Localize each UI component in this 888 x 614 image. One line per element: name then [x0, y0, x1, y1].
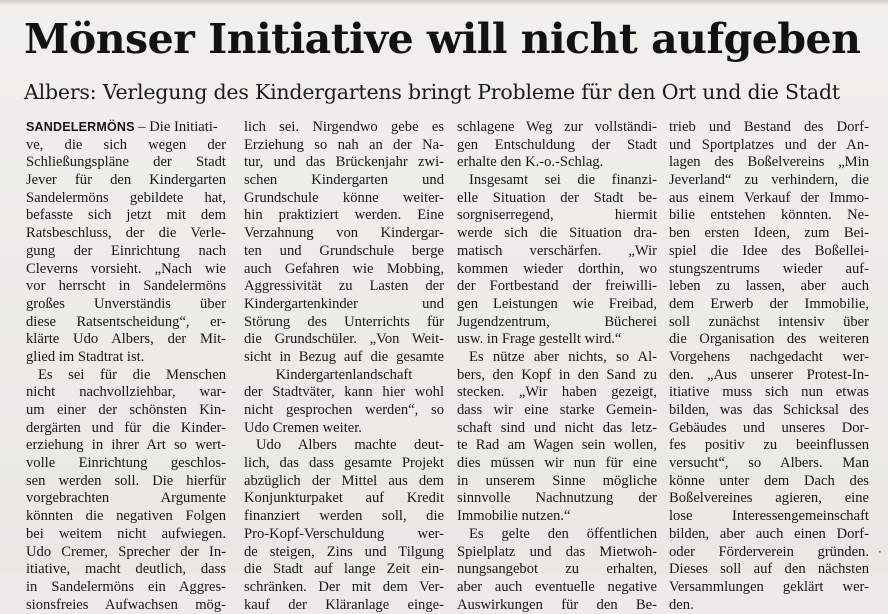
text-line: te Rad am Wagen sein wollen, — [457, 437, 657, 454]
text-line: klärte Udo Albers, der Mit- — [26, 331, 226, 348]
text-line: ve, die sich wegen der — [26, 136, 226, 153]
text-line: itiative muss sich nun etwas — [669, 384, 869, 401]
text-line: fes positiv zu beeinflussen — [669, 437, 869, 454]
text-line: soll zunächst intensiv über — [669, 313, 869, 330]
text-line: hin praktiziert werden. Eine — [244, 207, 444, 224]
text-line: finanziert werden soll, die — [244, 508, 444, 525]
text-line: stecken. „Wir haben gezeigt, — [457, 384, 657, 401]
text-line: bilden, was das Schicksal des — [669, 402, 869, 418]
text-line: lich sei. Nirgendwo gebe es — [244, 119, 444, 135]
headline: Mönser Initiative will nicht aufgeben — [24, 15, 861, 63]
text-line: in Sandelermöns ein Aggres- — [26, 578, 226, 595]
text-line: Kindergartenlandschaft — [275, 366, 413, 383]
text-line: bilie entstehen könnten. Ne- — [669, 207, 869, 224]
text-line: ten und Grundschule berge — [244, 242, 444, 259]
text-line: spiel die Idee des Boßellei- — [669, 242, 869, 259]
dateline: SANDELERMÖNS — [26, 120, 135, 134]
text-line: Insgesamt sei die finanzi- — [469, 172, 657, 189]
scan-edge-shadow — [0, 0, 888, 6]
text-line: Verzahnung von Kindergar- — [244, 225, 444, 242]
subheadline: Albers: Verlegung des Kindergartens bringt Probleme für den Ort und die Stadt — [24, 80, 840, 104]
text-line: Grundschule könne weiter- — [244, 189, 444, 206]
text-line: glied im Stadtrat ist. — [26, 348, 145, 365]
text-line: dass wir eine starke Gemein- — [457, 402, 657, 418]
text-line: schaft sind und nicht das letz- — [457, 419, 657, 436]
text-line: dergärten und für die Kinder- — [26, 419, 226, 436]
text-line: elle Situation der Stadt be- — [457, 189, 657, 206]
text-line: erziehung in ihrer Art so wert- — [26, 437, 226, 454]
text-line: großes Unverständis über — [26, 295, 226, 312]
text-line: lose Interessengemeinschaft — [669, 508, 869, 525]
text-line: könnten die negativen Folgen — [26, 508, 226, 525]
text-line-rest: – Die Initiati- — [134, 119, 218, 135]
text-line: Kindergartenkinder und — [244, 295, 444, 312]
margin-mark: · — [878, 545, 882, 559]
text-line: Cleverns vorsieht. „Nach wie — [26, 260, 226, 277]
text-line: Gebäudes und unseres Dor- — [669, 419, 869, 436]
text-line: lagen des Boßelvereins „Min — [669, 154, 869, 171]
text-line: Boßelvereines agieren, eine — [669, 490, 869, 507]
text-line: sionsfreies Aufwachsen mög- — [26, 596, 226, 613]
text-line: de steigen, Zins und Tilgung — [244, 543, 444, 560]
text-line: aus einem Verkauf der Immo- — [669, 189, 869, 206]
text-line: trieb und Bestand des Dorf- — [669, 119, 869, 135]
text-line: schen Kindergarten und — [244, 172, 444, 189]
text-line: vorgebrachten Argumente — [26, 490, 226, 507]
text-line: den. „Aus unserer Protest-In- — [669, 366, 869, 383]
text-line: die Organisation des weiteren — [669, 331, 869, 348]
text-line: Aggressivität zu Lasten der — [244, 278, 444, 295]
text-line: Konjunkturpaket auf Kredit — [244, 490, 444, 507]
text-line: befasste sich jetzt mit dem — [26, 207, 226, 224]
text-line: bei weitem nicht aufwiegen. — [26, 525, 226, 542]
text-line: Ratsbeschluss, der die Verle- — [26, 225, 226, 242]
text-line: Jeverland“ zu verhindern, die — [669, 172, 869, 189]
text-line: lich, das dass gesamte Projekt — [244, 455, 444, 472]
text-line: Erziehung so nah an der Na- — [244, 136, 444, 153]
text-line: Es gelte den öffentlichen — [469, 525, 657, 542]
text-line: matisch verschärfen. „Wir — [457, 242, 657, 259]
text-line: abzüglich der Mittel aus dem — [244, 472, 444, 489]
text-line: nicht nachvollziehbar, war- — [26, 384, 226, 401]
text-line: die Grundschüler. „Von Weit- — [244, 331, 444, 348]
text-line: schränken. Der mit dem Ver- — [244, 578, 444, 595]
text-line: Immobilie nutzen.“ — [457, 508, 571, 525]
text-line: volle Einrichtung geschlos- — [26, 455, 226, 472]
text-line: stungszentrums wieder auf- — [669, 260, 869, 277]
text-line: in unserem Sinne mögliche — [457, 472, 657, 489]
text-line: versucht“, so Albers. Man — [669, 455, 869, 472]
text-line — [26, 119, 226, 137]
text-line: Es sei für die Menschen — [38, 366, 226, 383]
text-line: sorgniserregend, hiermit — [457, 207, 657, 224]
text-line: usw. in Frage gestellt wird.“ — [457, 331, 622, 348]
text-line: Auswirkungen für den Be- — [457, 596, 657, 613]
text-line: ben ersten Ideen, zum Bei- — [669, 225, 869, 242]
text-line: nungsangebot zu erhalten, — [457, 561, 657, 578]
text-line: kauf der Kläranlage einge- — [244, 596, 444, 613]
text-line: leben zu lassen, aber auch — [669, 278, 869, 295]
text-line: itiative, macht deutlich, dass — [26, 561, 226, 578]
text-line: sinnvolle Nachnutzung der — [457, 490, 657, 507]
article-column-4 — [669, 119, 869, 614]
text-line: tur, und das Brückenjahr zwi- — [244, 154, 444, 171]
text-line: bers, den Kopf in den Sand zu — [457, 366, 657, 383]
text-line: Udo Cremen weiter. — [244, 419, 362, 436]
text-line: sen werden soll. Die hierfür — [26, 472, 226, 489]
text-line: nicht gesprochen werden“, so — [244, 402, 444, 418]
text-line: die Stadt auf lange Zeit ein- — [244, 561, 444, 578]
article-column-1 — [26, 119, 226, 614]
text-line: Udo Cremer, Sprecher der In- — [26, 543, 226, 560]
text-line: Schließungspläne der Stadt — [26, 154, 226, 171]
text-line: schlagene Weg zur vollständi- — [457, 119, 657, 135]
text-line: kommen wieder dorthin, wo — [457, 260, 657, 277]
text-line: aber auch eventuelle negative — [457, 578, 657, 595]
text-line: könne unter dem Dach des — [669, 472, 869, 489]
text-line: Versammlungen geklärt wer- — [669, 578, 869, 595]
text-line: Sandelermöns gebildete hat, — [26, 189, 226, 206]
text-line: oder Förderverein gründen. — [669, 543, 869, 560]
text-line: Udo Albers machte deut- — [256, 437, 444, 454]
text-line: Störung des Unterrichts für — [244, 313, 444, 330]
text-line: Es nütze aber nichts, so Al- — [469, 348, 657, 365]
text-line: der Stadtväter, kann hier wohl — [244, 384, 444, 401]
article-body — [26, 119, 882, 613]
text-line: sicht in Bezug auf die gesamte — [244, 348, 444, 365]
text-line: diese Ratsentscheidung“, er- — [26, 313, 226, 330]
text-line: gen Leistungen wie Freibad, — [457, 295, 657, 312]
article-column-3 — [457, 119, 657, 614]
text-line: gung der Einrichtung nach — [26, 242, 226, 259]
text-line: der Fortbestand der freiwilli- — [457, 278, 657, 295]
text-line: und Sportplatzes und der An- — [669, 136, 869, 153]
text-line: werde sich die Situation dra- — [457, 225, 657, 242]
text-line: vor herrscht in Sandelermöns — [26, 278, 226, 295]
text-line: um einer der schönsten Kin- — [26, 402, 226, 418]
text-line: Vorgehens nachgedacht wer- — [669, 348, 869, 365]
text-line: auch Gefahren wie Mobbing, — [244, 260, 444, 277]
text-line: dem Erwerb der Immobilie, — [669, 295, 869, 312]
text-line: bilden, aber auch einen Dorf- — [669, 525, 869, 542]
text-line: Dieses soll auf den nächsten — [669, 561, 869, 578]
text-line: Spielplatz und das Mietwoh- — [457, 543, 657, 560]
text-line: Jugendzentrum, Bücherei — [457, 313, 657, 330]
text-line: Pro-Kopf-Verschuldung wer- — [244, 525, 444, 542]
text-line: erhalte den K.-o.-Schlag. — [457, 154, 604, 171]
text-line: den. — [669, 596, 694, 613]
text-line: dies müssen wir nun für eine — [457, 455, 657, 472]
text-line: Jever für den Kindergarten — [26, 172, 226, 189]
article-column-2 — [244, 119, 444, 614]
text-line: gen Entschuldung der Stadt — [457, 136, 657, 153]
